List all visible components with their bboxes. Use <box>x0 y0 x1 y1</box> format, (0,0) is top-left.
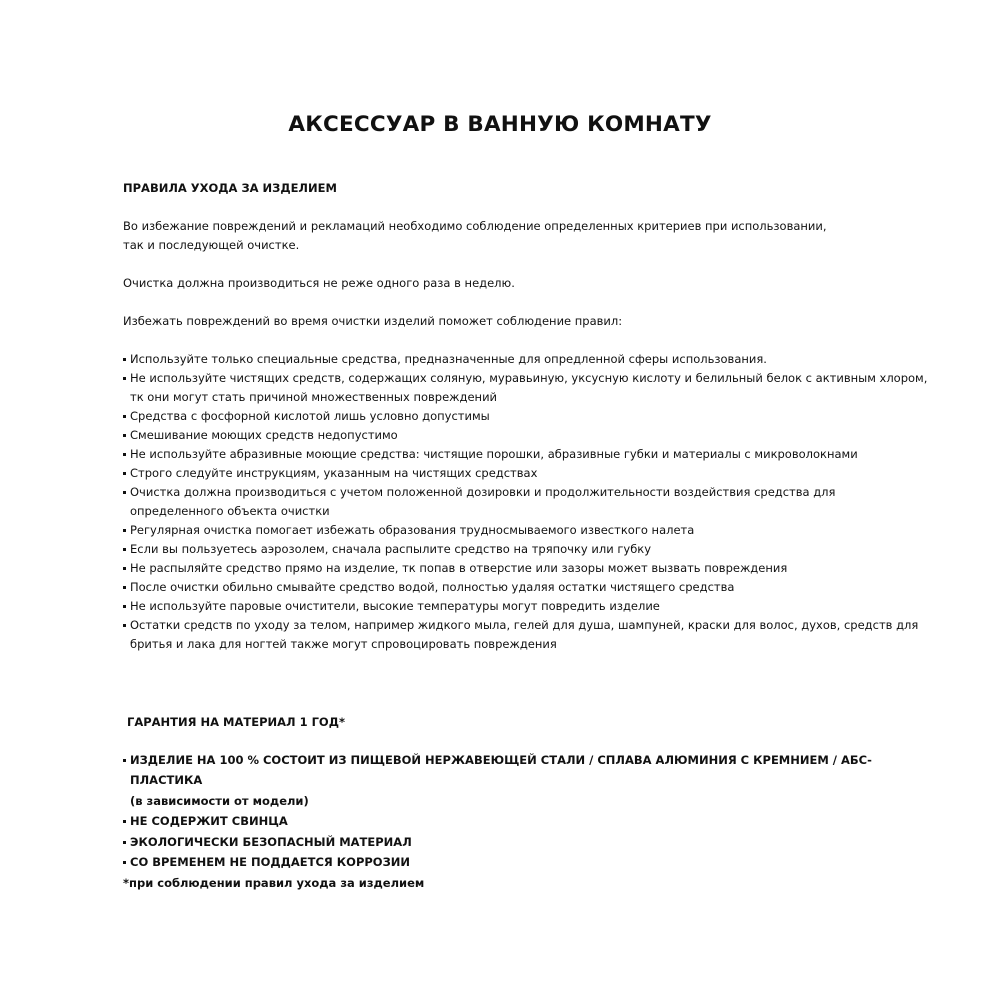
care-rules-intro: Избежать повреждений во время очистки изделий поможет соблюдение правил: <box>123 314 623 328</box>
care-rule-item: определенного объекта очистки <box>130 504 330 518</box>
warranty-item-note: (в зависимости от модели) <box>130 793 309 808</box>
care-rule-item: Не используйте абразивные моющие средства: чистящие порошки, абразивные губки и материалы с микроволокнами <box>123 445 943 464</box>
care-rule-item: После очистки обильно смывайте средство водой, полностью удаляя остатки чистящего средства <box>123 578 943 597</box>
spacer <box>123 198 943 217</box>
warranty-item: ЭКОЛОГИЧЕСКИ БЕЗОПАСНЫЙ МАТЕРИАЛ <box>123 832 943 853</box>
care-heading: ПРАВИЛА УХОДА ЗА ИЗДЕЛИЕМ <box>123 181 337 195</box>
care-rule-item: Очистка должна производиться с учетом положенной дозировки и продолжительности воздействия средства для <box>123 483 943 502</box>
warranty-section <box>123 712 943 893</box>
care-rule-item: Не используйте чистящих средств, содержащих соляную, муравьиную, уксусную кислоту и белильный белок с активным хлором, <box>123 369 943 388</box>
warranty-item: ИЗДЕЛИЕ НА 100 % СОСТОИТ ИЗ ПИЩЕВОЙ НЕРЖАВЕЮЩЕЙ СТАЛИ / СПЛАВА АЛЮМИНИЯ С КРЕМНИЕМ / АБС-ПЛАСТИКА <box>123 750 943 791</box>
care-rule-item: бритья и лака для ногтей также могут спровоцировать повреждения <box>130 637 557 651</box>
spacer <box>123 255 943 274</box>
care-intro-line: так и последующей очистке. <box>123 238 300 252</box>
warranty-item: СО ВРЕМЕНЕМ НЕ ПОДДАЕТСЯ КОРРОЗИИ <box>123 852 943 873</box>
warranty-item: НЕ СОДЕРЖИТ СВИНЦА <box>123 811 943 832</box>
warranty-footnote: *при соблюдении правил ухода за изделием <box>123 875 425 890</box>
care-rule-item: Не используйте паровые очистители, высокие температуры могут повредить изделие <box>123 597 943 616</box>
care-rule-item: Смешивание моющих средств недопустимо <box>123 426 943 445</box>
spacer <box>123 331 943 350</box>
care-intro-line: Во избежание повреждений и рекламаций необходимо соблюдение определенных критериев при использовании, <box>123 219 827 233</box>
care-rule-item: Средства с фосфорной кислотой лишь условно допустимы <box>123 407 943 426</box>
care-rule-item: Регулярная очистка помогает избежать образования трудносмываемого известкого налета <box>123 521 943 540</box>
care-rule-item: Строго следуйте инструкциям, указанным на чистящих средствах <box>123 464 943 483</box>
care-section <box>123 179 943 654</box>
warranty-list <box>123 750 943 873</box>
care-rule-item: тк они могут стать причиной множественных повреждений <box>130 390 498 404</box>
care-rule-item: Используйте только специальные средства, предназначенные для опредленной сферы использования. <box>123 350 943 369</box>
spacer <box>123 293 943 312</box>
care-rule-item: Остатки средств по уходу за телом, например жидкого мыла, гелей для душа, шампуней, краски для волос, духов, средств для <box>123 616 943 635</box>
care-rule-item: Не распыляйте средство прямо на изделие, тк попав в отверстие или зазоры может вызвать повреждения <box>123 559 943 578</box>
care-frequency: Очистка должна производиться не реже одного раза в неделю. <box>123 276 515 290</box>
warranty-heading: ГАРАНТИЯ НА МАТЕРИАЛ 1 ГОД* <box>127 715 345 729</box>
page-title: АКСЕССУАР В ВАННУЮ КОМНАТУ <box>288 112 712 137</box>
care-rule-item: Если вы пользуетесь аэрозолем, сначала распылите средство на тряпочку или губку <box>123 540 943 559</box>
care-rules-list <box>123 350 943 654</box>
